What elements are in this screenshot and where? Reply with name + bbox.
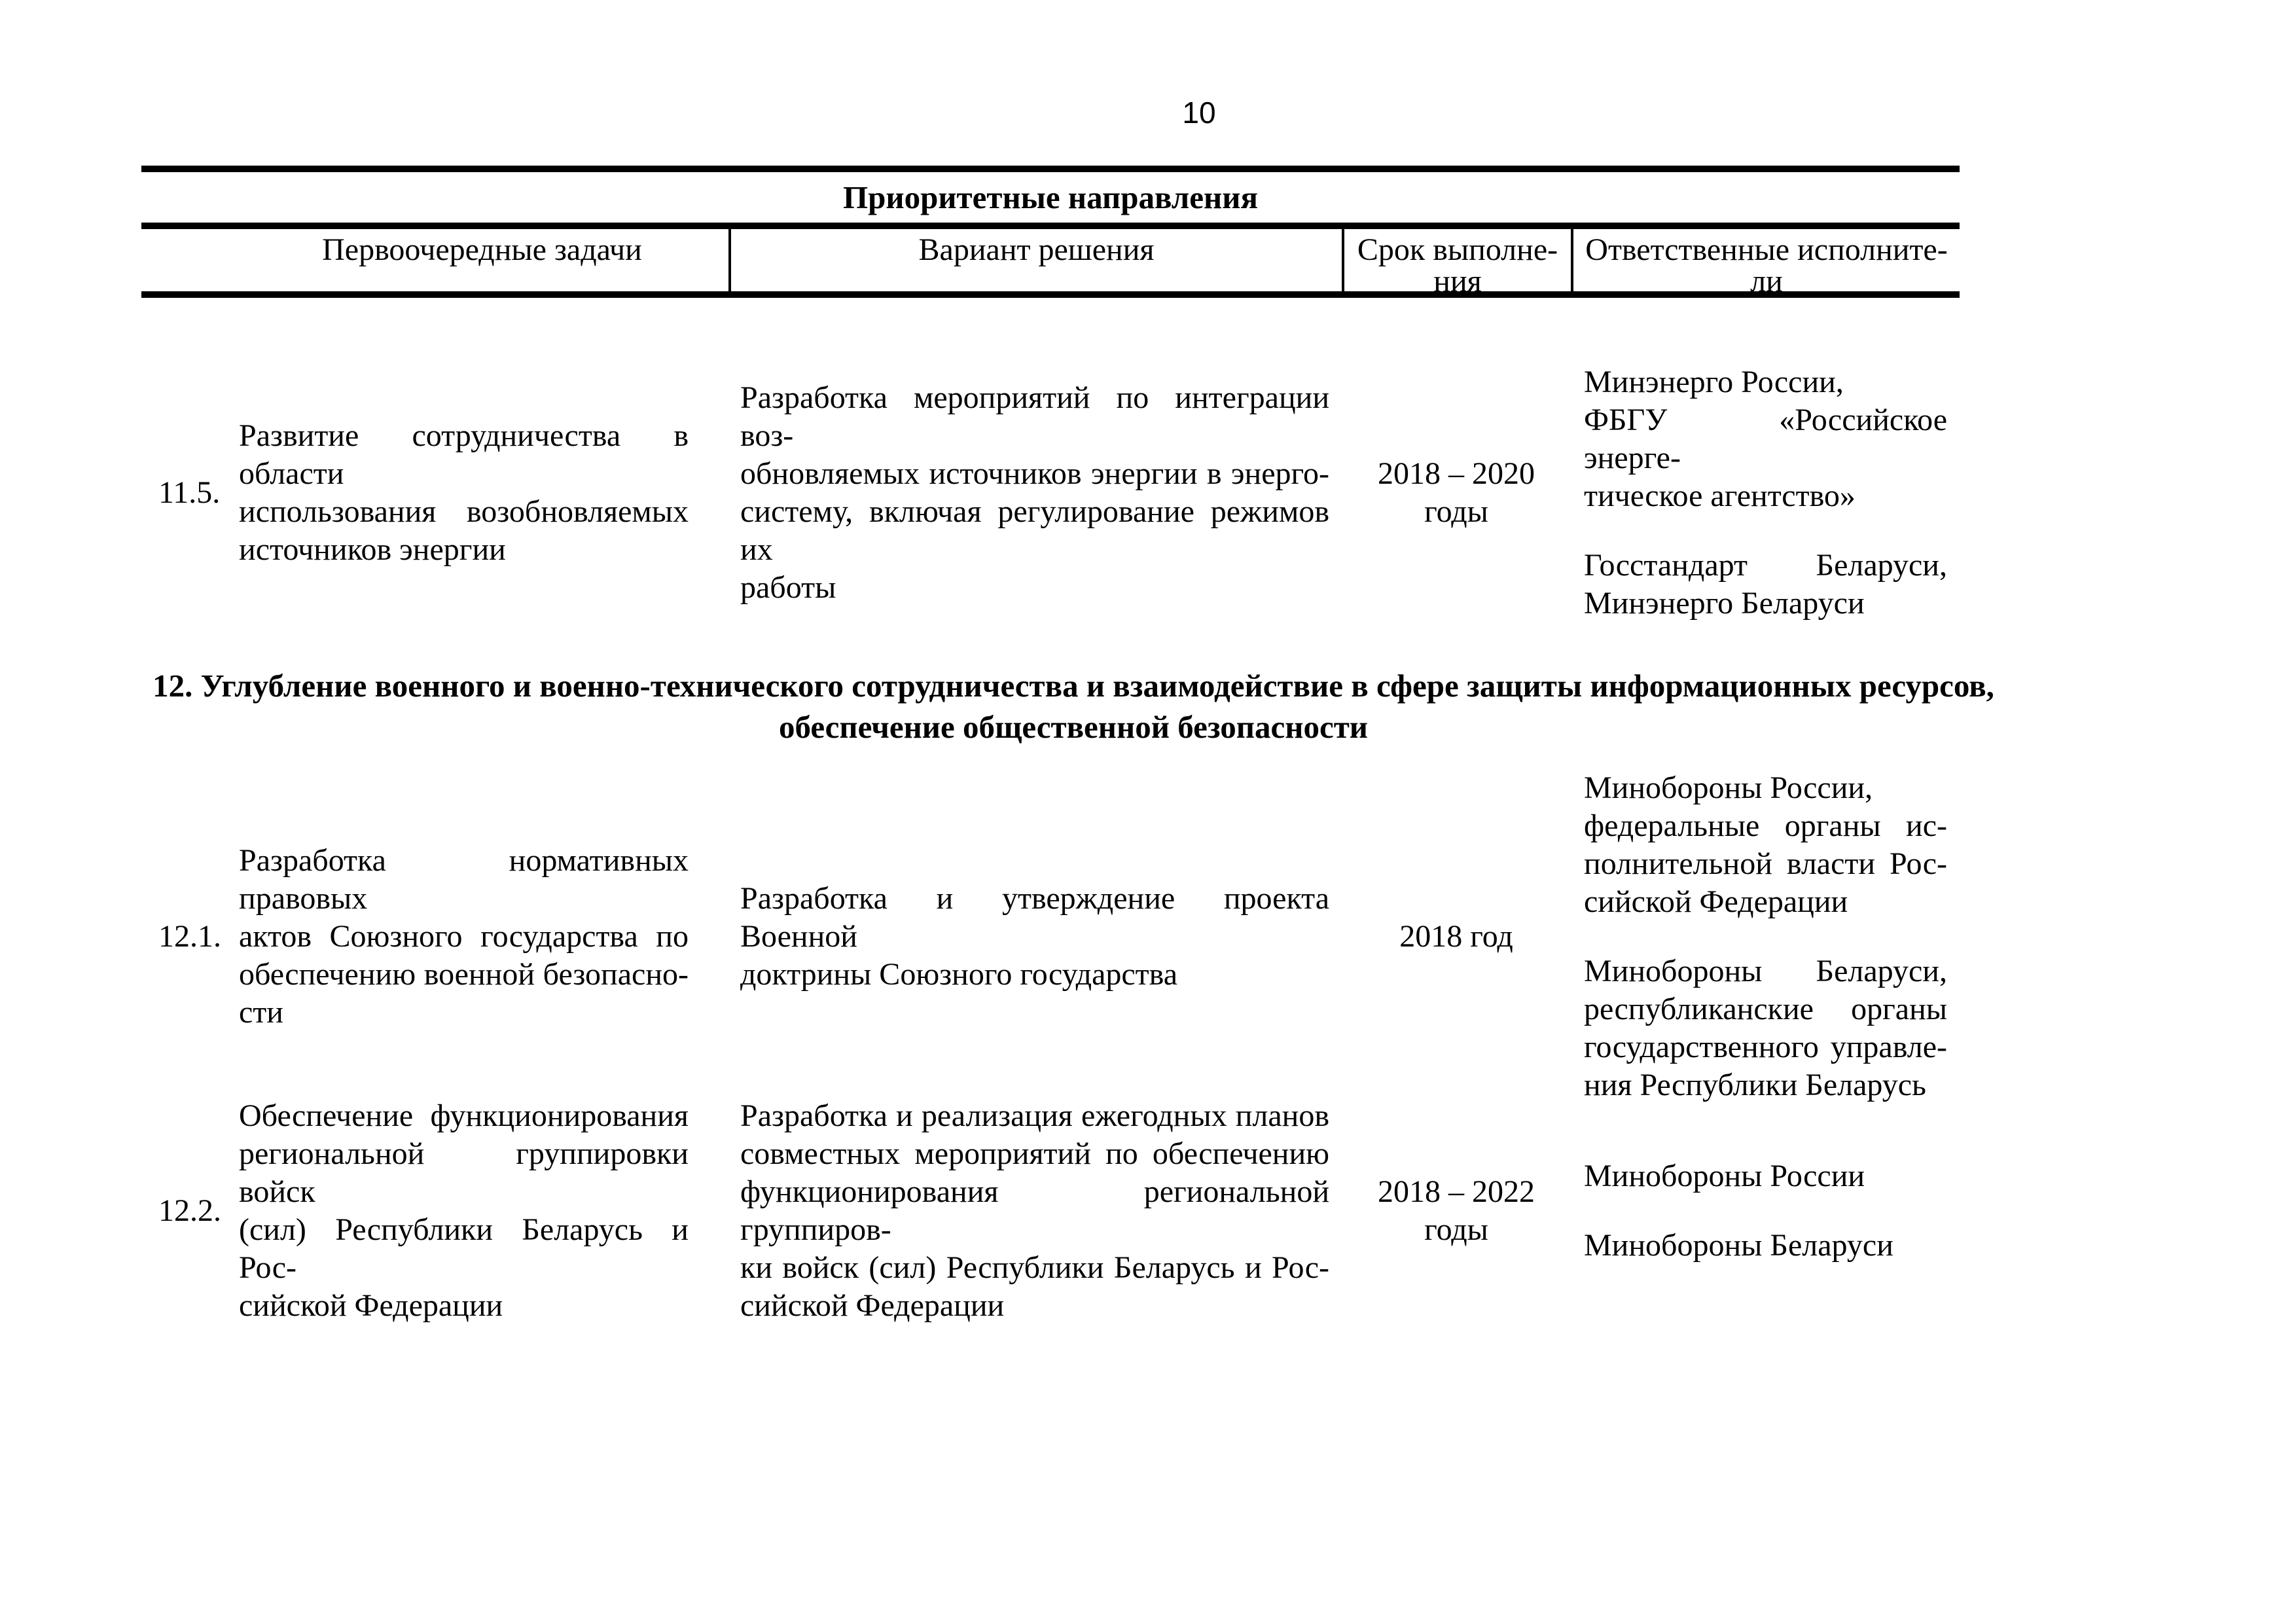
table-row-11-5 [141, 340, 1960, 645]
text-line: (сил) Республики Беларусь и Рос- [239, 1212, 689, 1285]
text-line: 2018 год [1399, 918, 1513, 954]
row-number-text: 12.1. [158, 918, 221, 954]
text-line: Вариант решения [918, 232, 1155, 267]
text-line: сийской Федерации [1584, 884, 1848, 919]
text-line: республиканские органы [1584, 991, 1947, 1026]
text-line: тическое агентство» [1584, 478, 1856, 513]
row-number [141, 918, 239, 956]
row-number [141, 474, 239, 512]
text-line: Разработка и реализация ежегодных планов [740, 1098, 1329, 1133]
text-line: региональной группировки войск [239, 1136, 689, 1209]
text-line: работы [740, 569, 836, 605]
cell-solution [728, 379, 1342, 607]
page-number: 10 [1182, 96, 1216, 130]
text-line: ки войск (сил) Республики Беларусь и Рос- [740, 1250, 1329, 1285]
text-line: сти [239, 994, 283, 1030]
row-number [141, 1192, 239, 1230]
row-number-text: 12.2. [158, 1193, 221, 1228]
text-line: функционирования региональной группиров- [740, 1174, 1329, 1247]
row-number-text: 11.5. [158, 475, 221, 510]
text-line: Ответственные исполните- [1585, 232, 1948, 267]
text-line: систему, включая регулирование режимов их [740, 494, 1329, 567]
text-line: ФБГУ «Российское энерге- [1584, 402, 1947, 475]
table-title: Приоритетные направления [141, 172, 1960, 229]
text-line: Первоочередные задачи [322, 232, 642, 267]
cell-deadline [1342, 918, 1571, 956]
cell-responsible [1571, 363, 1960, 623]
table-row-12-1 [141, 758, 1960, 1115]
text-line: Госстандарт Беларуси, [1584, 547, 1947, 583]
text-line: 2018 – 2020 [1378, 456, 1535, 491]
text-line: доктрины Союзного государства [740, 956, 1177, 992]
text-line: Развитие сотрудничества в области [239, 418, 689, 491]
text-line: государственного управле- [1584, 1029, 1947, 1064]
text-line: Разработка мероприятий по интеграции воз- [740, 380, 1329, 453]
text-line: Минобороны Беларуси, [1584, 953, 1947, 988]
cell-task [239, 417, 728, 569]
blank-line [1584, 921, 1947, 952]
text-line: Минэнерго Беларуси [1584, 585, 1865, 621]
text-line: ли [1750, 264, 1783, 298]
column-header-deadline [1342, 229, 1571, 298]
cell-responsible [1571, 1157, 1960, 1265]
column-header-responsible [1571, 229, 1960, 298]
text-line: источников энергии [239, 532, 506, 567]
text-line: Срок выполне- [1357, 232, 1558, 267]
text-line: Разработка и утверждение проекта Военной [740, 880, 1329, 954]
cell-task [239, 1097, 728, 1325]
cell-deadline [1342, 455, 1571, 531]
text-line: Минобороны Беларуси [1584, 1228, 1893, 1263]
text-line: 2018 – 2022 [1378, 1174, 1535, 1209]
text-line: сийской Федерации [239, 1288, 503, 1323]
cell-task [239, 842, 728, 1032]
blank-line [1584, 515, 1947, 547]
table-column-headers [141, 229, 1960, 298]
cell-solution [728, 880, 1342, 994]
table-row-12-2 [141, 1098, 1960, 1323]
text-line: обеспечению военной безопасно- [239, 956, 689, 992]
cell-deadline [1342, 1173, 1571, 1249]
blank-line [1584, 1195, 1947, 1227]
text-line: сийской Федерации [740, 1288, 1005, 1323]
cell-solution [728, 1097, 1342, 1325]
text-line: федеральные органы ис- [1584, 808, 1947, 843]
text-line: полнительной власти Рос- [1584, 846, 1947, 881]
text-line: актов Союзного государства по [239, 918, 689, 954]
text-line: совместных мероприятий по обеспечению [740, 1136, 1329, 1171]
text-line: обновляемых источников энергии в энерго- [740, 456, 1329, 491]
text-line: Минобороны России [1584, 1159, 1865, 1193]
column-header-tasks [141, 229, 728, 291]
text-line: 12. Углубление военного и военно-технического сотрудничества и взаимодействие в сфере защиты информационных ресурсов, [152, 668, 1994, 704]
text-line: Разработка нормативных правовых [239, 842, 689, 916]
column-header-solution [728, 229, 1342, 291]
text-line: ния [1433, 264, 1482, 298]
text-line: использования возобновляемых [239, 494, 689, 529]
section-heading-12 [141, 665, 2005, 748]
text-line: Минэнерго России, [1584, 364, 1844, 399]
text-line: Обеспечение функционирования [239, 1098, 689, 1133]
text-line: годы [1424, 1212, 1488, 1247]
text-line: ния Республики Беларусь [1584, 1067, 1926, 1102]
priorities-table-header [141, 166, 1960, 298]
text-line: годы [1424, 494, 1488, 529]
text-line: обеспечение общественной безопасности [778, 709, 1369, 745]
cell-responsible [1571, 769, 1960, 1104]
text-line: Минобороны России, [1584, 770, 1873, 805]
